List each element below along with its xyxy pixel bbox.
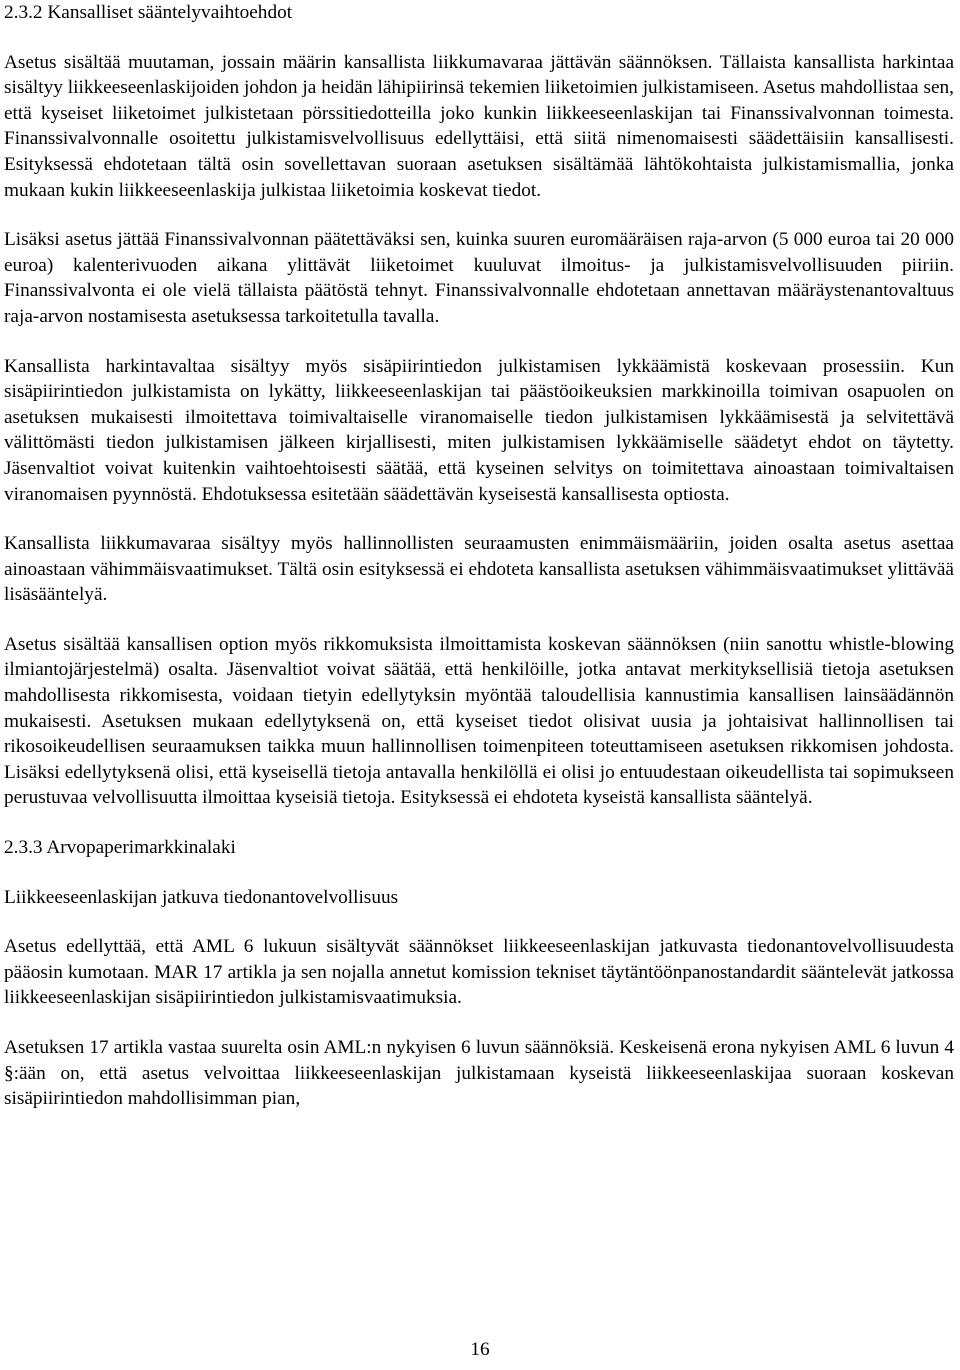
paragraph: Kansallista harkintavaltaa sisältyy myös sisäpiirintiedon julkistamisen lykkäämistä koskevaan prosessiin. Kun sisäpiirintiedon julkistamista on lykätty, liikkeeseenlaskijan tai päästöoikeuksien markkinoilla toimivan osapuolen on asetuksen mukaisesti ilmoitettava toimivaltaiselle viranomaiselle tiedon julkistamisen lykkäämisestä ja selvitettävä välittömästi tiedon julkistamisen jälkeen kirjallisesti, miten julkistamisen lykkäämiselle säädetyt ehdot on täytetty. Jäsenvaltiot voivat kuitenkin vaihtoehtoisesti säätää, että kyseinen selvitys on toimitettava ainoastaan toimivaltaisen viranomaisen pyynnöstä. Ehdotuksessa esitetään säädettävän kyseisestä kansallisesta optiosta. <box>4 355 954 505</box>
paragraph: Kansallista liikkumavaraa sisältyy myös hallinnollisten seuraamusten enimmäismääriin, joiden osalta asetus asettaa ainoastaan vähimmäisvaatimukset. Tältä osin esityksessä ei ehdoteta kansallista asetuksen vähimmäisvaatimukset ylittävää lisäsääntelyä. <box>4 533 954 606</box>
page-number: 16 <box>470 1339 490 1360</box>
section-heading-2-3-2: 2.3.2 Kansalliset sääntelyvaihtoehdot <box>4 2 293 23</box>
paragraph: Asetus sisältää muutaman, jossain määrin kansallista liikkumavaraa jättävän säännöksen. Tällaista kansallista harkintaa sisältyy liikkeeseenlaskijoiden johdon ja heidän lähipiirinsä tekemien liiketoimien julkistamiseen. Asetus mahdollistaa sen, että kyseiset liiketoimet julkistetaan pörssitiedotteilla joko kunkin liikkeeseenlaskijan tai Finanssivalvonnan toimesta. Finanssivalvonnalle osoitettu julkistamisvelvollisuus edellyttäisi, että siitä nimenomaisesti säädettäisiin kansallisesti. Esityksessä ehdotetaan tältä osin sovellettavan suoraan asetuksen sisältämää lähtökohtaista julkistamismallia, jonka mukaan kukin liikkeeseenlaskija julkistaa liiketoimia koskevat tiedot. <box>4 51 954 201</box>
paragraph: Asetuksen 17 artikla vastaa suurelta osin AML:n nykyisen 6 luvun säännöksiä. Keskeisenä erona nykyisen AML 6 luvun 4 §:ään on, että asetus velvoittaa liikkeeseenlaskijan julkistamaan kyseistä liikkeeseenlaskijaa suoraan koskevan sisäpiirintiedon mahdollisimman pian, <box>4 1037 954 1110</box>
section-heading-2-3-3: 2.3.3 Arvopaperimarkkinalaki <box>4 837 236 859</box>
document-page <box>4 0 954 1112</box>
paragraph: Lisäksi asetus jättää Finanssivalvonnan päätettäväksi sen, kuinka suuren euromääräisen raja-arvon (5 000 euroa tai 20 000 euroa) kalenterivuoden aikana ylittävät liiketoimet kuuluvat ilmoitus- ja julkistamisvelvollisuuden piiriin. Finanssivalvonta ei ole vielä tällaista päätöstä tehnyt. Finanssivalvonnalle ehdotetaan annettavan määräystenantovaltuus raja-arvon nostamisesta asetuksessa tarkoitetulla tavalla. <box>4 229 954 327</box>
subsection-heading: Liikkeeseenlaskijan jatkuva tiedonantovelvollisuus <box>4 886 399 908</box>
paragraph: Asetus edellyttää, että AML 6 lukuun sisältyvät säännökset liikkeeseenlaskijan jatkuvasta tiedonantovelvollisuudesta pääosin kumotaan. MAR 17 artikla ja sen nojalla annetut komission tekniset täytäntöönpanostandardit sääntelevät jatkossa liikkeeseenlaskijan sisäpiirintiedon julkistamisvaatimuksia. <box>4 936 954 1009</box>
paragraph: Asetus sisältää kansallisen option myös rikkomuksista ilmoittamista koskevan säännöksen (niin sanottu whistle-blowing ilmiantojärjestelmä) osalta. Jäsenvaltiot voivat säätää, että henkilöille, jotka antavat merkityksellisiä tietoja asetuksen mahdollisesta rikkomisesta, voidaan tietyin edellytyksin myöntää taloudellisia kannustimia kansallisen lainsäädännön mukaisesti. Asetuksen mukaan edellytyksenä on, että kyseiset tiedot olisivat uusia ja johtaisivat hallinnollisen tai rikosoikeudellisen seuraamuksen taikka muun hallinnollisen toimenpiteen toteuttamiseen asetuksen rikkomisen johdosta. Lisäksi edellytyksenä olisi, että kyseisellä tietoja antavalla henkilöllä ei olisi jo entuudestaan oikeudellista tai sopimukseen perustuvaa velvollisuutta ilmoittaa kyseisiä tietoja. Esityksessä ei ehdoteta kyseistä kansallista sääntelyä. <box>4 633 954 809</box>
